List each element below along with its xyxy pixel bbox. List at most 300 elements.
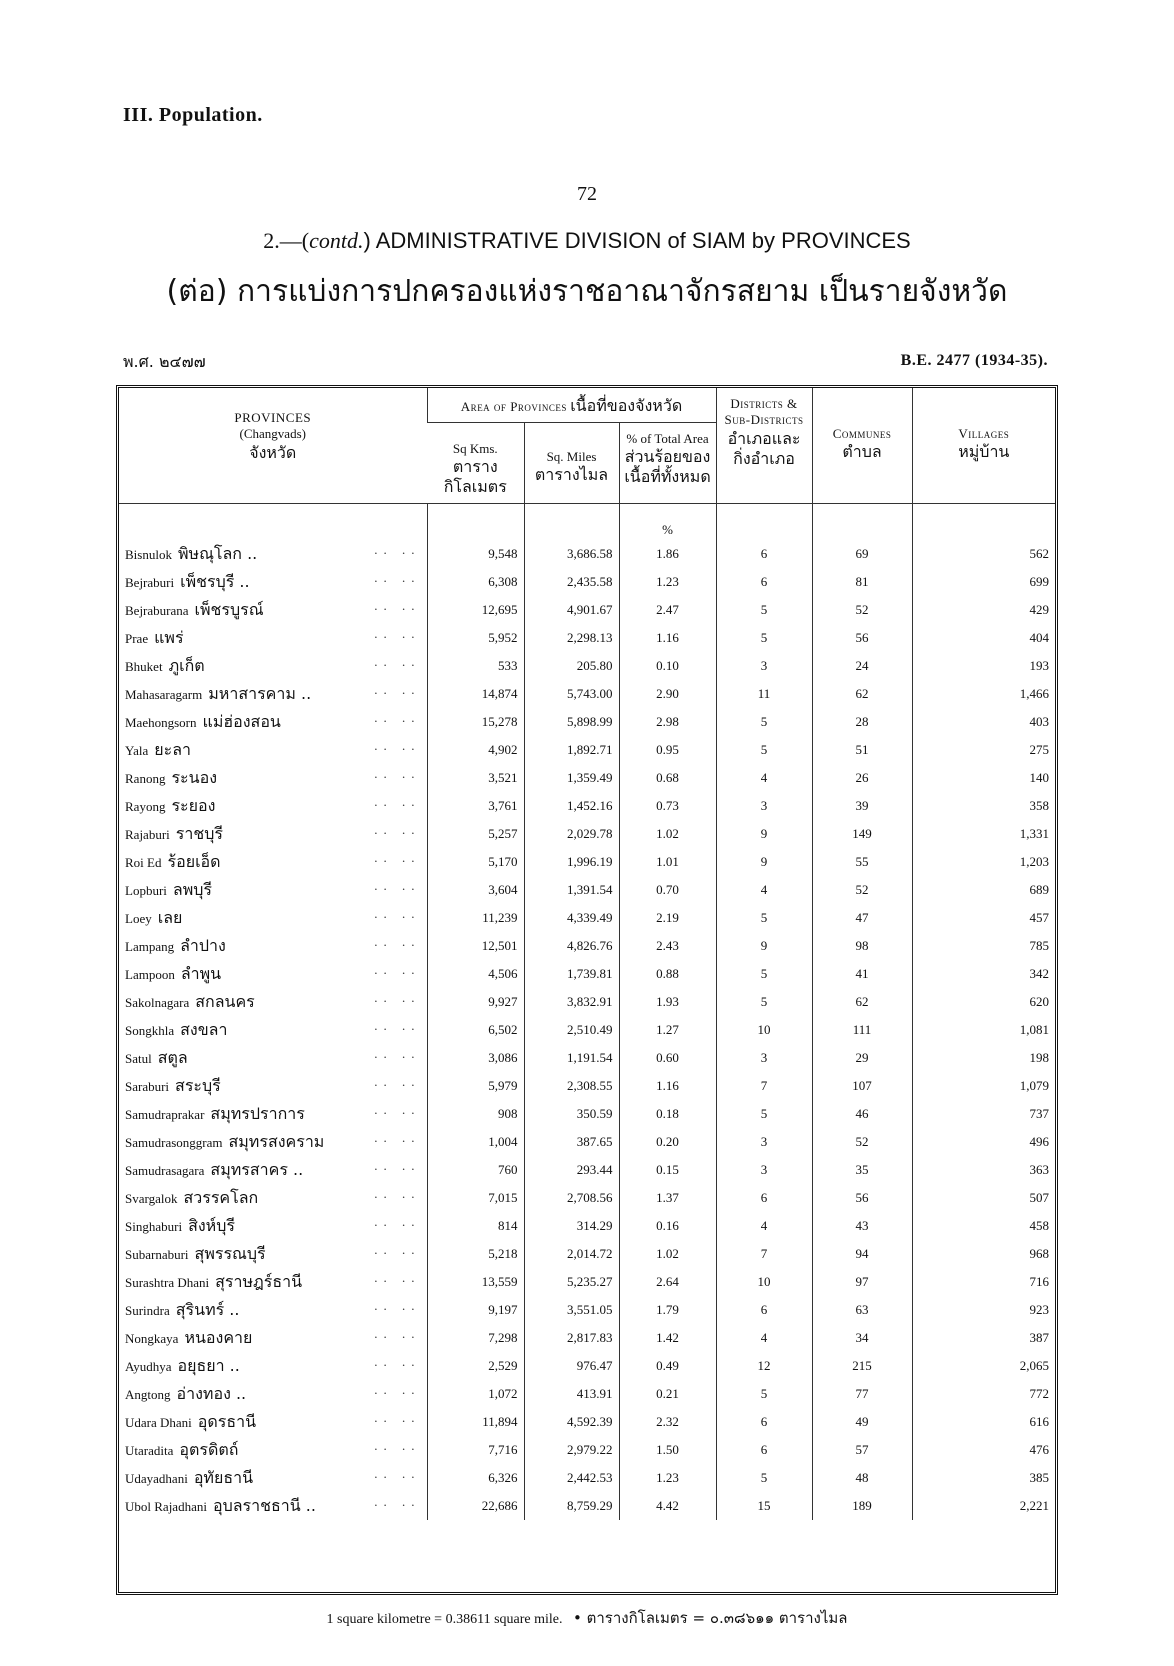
province-name-thai: สุพรรณบุรี (194, 1243, 266, 1263)
pct-area-cell: 0.15 (619, 1156, 716, 1184)
districts-cell: 5 (716, 1464, 812, 1492)
col-pct-area-en: % of Total Area (626, 431, 709, 446)
col-pct-area (619, 423, 716, 504)
leader-dots: .. .. (374, 569, 421, 585)
col-districts (716, 388, 812, 504)
sq-kms-cell: 3,521 (427, 764, 524, 792)
districts-cell: 10 (716, 1016, 812, 1044)
villages-cell: 1,081 (912, 1016, 1055, 1044)
footnote-en: 1 square kilometre = 0.38611 square mile. (326, 1612, 563, 1627)
province-cell (119, 1044, 427, 1072)
districts-cell: 6 (716, 1296, 812, 1324)
province-cell (119, 932, 427, 960)
sq-miles-cell: 2,817.83 (524, 1324, 619, 1352)
table-frame (116, 385, 1058, 1595)
villages-cell: 2,065 (912, 1352, 1055, 1380)
province-name-thai: แพร่ (154, 627, 184, 647)
table-row (119, 1184, 1055, 1212)
col-sq-miles-thai: ตารางไมล (534, 465, 609, 485)
communes-cell: 34 (812, 1324, 912, 1352)
sq-kms-cell: 814 (427, 1212, 524, 1240)
communes-cell: 47 (812, 904, 912, 932)
pct-area-cell: 1.93 (619, 988, 716, 1016)
sq-kms-cell: 760 (427, 1156, 524, 1184)
leader-dots: .. .. (374, 1185, 421, 1201)
villages-cell: 193 (912, 652, 1055, 680)
sq-kms-cell: 3,086 (427, 1044, 524, 1072)
province-cell (119, 680, 427, 708)
province-cell (119, 736, 427, 764)
province-cell (119, 1324, 427, 1352)
province-cell (119, 876, 427, 904)
province-name-thai: เลย (157, 907, 183, 927)
province-name-en: Songkhla (125, 1022, 175, 1038)
villages-cell: 404 (912, 624, 1055, 652)
pct-area-cell: 1.01 (619, 848, 716, 876)
communes-cell: 107 (812, 1072, 912, 1100)
province-name-en: Bisnulok (125, 546, 172, 562)
table-row (119, 932, 1055, 960)
table-row (119, 680, 1055, 708)
province-name-en: Udayadhani (125, 1470, 188, 1486)
communes-cell: 48 (812, 1464, 912, 1492)
sq-kms-cell: 5,257 (427, 820, 524, 848)
sq-miles-cell: 5,898.99 (524, 708, 619, 736)
villages-cell: 968 (912, 1240, 1055, 1268)
villages-cell: 562 (912, 540, 1055, 568)
sq-kms-cell: 9,548 (427, 540, 524, 568)
pct-area-cell: 2.32 (619, 1408, 716, 1436)
districts-cell: 4 (716, 1324, 812, 1352)
province-name-en: Mahasaragarm (125, 686, 203, 702)
col-communes-thai: ตำบล (842, 442, 882, 462)
districts-cell: 5 (716, 960, 812, 988)
communes-cell: 63 (812, 1296, 912, 1324)
districts-cell: 11 (716, 680, 812, 708)
province-name-thai: อุดรธานี (197, 1411, 257, 1431)
pct-area-cell: 2.90 (619, 680, 716, 708)
province-cell (119, 988, 427, 1016)
pct-area-cell: 0.68 (619, 764, 716, 792)
pct-area-cell: 1.23 (619, 1464, 716, 1492)
villages-cell: 363 (912, 1156, 1055, 1184)
pct-area-cell: 0.20 (619, 1128, 716, 1156)
province-name-en: Ubol Rajadhani (125, 1498, 207, 1514)
sq-kms-cell: 5,218 (427, 1240, 524, 1268)
leader-dots: .. .. (374, 1437, 421, 1453)
sq-kms-cell: 7,298 (427, 1324, 524, 1352)
province-name-en: Bejraburi (125, 574, 175, 590)
province-cell (119, 1464, 427, 1492)
province-name-thai: แม่ฮ่องสอน (202, 711, 281, 731)
villages-cell: 385 (912, 1464, 1055, 1492)
villages-cell: 140 (912, 764, 1055, 792)
province-cell (119, 904, 427, 932)
communes-cell: 56 (812, 624, 912, 652)
districts-cell: 3 (716, 792, 812, 820)
province-name-thai: สุรินทร์ .. (175, 1299, 240, 1319)
villages-cell: 458 (912, 1212, 1055, 1240)
province-cell (119, 1436, 427, 1464)
sq-miles-cell: 4,339.49 (524, 904, 619, 932)
province-name-en: Svargalok (125, 1190, 178, 1206)
table-row (119, 1212, 1055, 1240)
villages-cell: 198 (912, 1044, 1055, 1072)
sq-miles-cell: 1,452.16 (524, 792, 619, 820)
districts-cell: 6 (716, 1184, 812, 1212)
pct-area-cell: 2.43 (619, 932, 716, 960)
pct-area-cell: 0.70 (619, 876, 716, 904)
sq-miles-cell: 1,996.19 (524, 848, 619, 876)
sq-miles-cell: 2,979.22 (524, 1436, 619, 1464)
communes-cell: 77 (812, 1380, 912, 1408)
col-provinces-thai: จังหวัด (249, 442, 297, 462)
communes-cell: 43 (812, 1212, 912, 1240)
table-row (119, 848, 1055, 876)
leader-dots: .. .. (374, 681, 421, 697)
leader-dots: .. .. (374, 765, 421, 781)
province-name-thai: สระบุรี (175, 1075, 221, 1095)
sq-miles-cell: 3,832.91 (524, 988, 619, 1016)
leader-dots: .. .. (374, 1381, 421, 1397)
communes-cell: 49 (812, 1408, 912, 1436)
communes-cell: 111 (812, 1016, 912, 1044)
sq-miles-cell: 2,014.72 (524, 1240, 619, 1268)
province-name-en: Loey (125, 910, 152, 926)
villages-cell: 457 (912, 904, 1055, 932)
province-cell (119, 1184, 427, 1212)
pct-area-cell: 0.60 (619, 1044, 716, 1072)
districts-cell: 4 (716, 876, 812, 904)
sq-miles-cell: 4,826.76 (524, 932, 619, 960)
table-row (119, 960, 1055, 988)
col-villages-en: Villages (958, 426, 1010, 441)
province-name-thai: ยะลา (154, 739, 192, 759)
sq-miles-cell: 4,592.39 (524, 1408, 619, 1436)
province-name-thai: สุราษฎร์ธานี (215, 1271, 303, 1291)
table-row (119, 1296, 1055, 1324)
province-name-thai: ระนอง (171, 767, 217, 787)
province-cell (119, 652, 427, 680)
pct-area-cell: 1.42 (619, 1324, 716, 1352)
pct-area-cell: 1.02 (619, 1240, 716, 1268)
province-name-thai: ลำพูน (180, 963, 222, 983)
sq-kms-cell: 12,501 (427, 932, 524, 960)
communes-cell: 35 (812, 1156, 912, 1184)
table-row (119, 736, 1055, 764)
province-name-en: Nongkaya (125, 1330, 179, 1346)
villages-cell: 785 (912, 932, 1055, 960)
communes-cell: 46 (812, 1100, 912, 1128)
communes-cell: 52 (812, 596, 912, 624)
province-name-thai: เพ็ชรบุรี .. (180, 571, 250, 591)
leader-dots: .. .. (374, 1241, 421, 1257)
province-cell (119, 1296, 427, 1324)
leader-dots: .. .. (374, 653, 421, 669)
villages-cell: 1,079 (912, 1072, 1055, 1100)
communes-cell: 56 (812, 1184, 912, 1212)
sq-miles-cell: 2,308.55 (524, 1072, 619, 1100)
col-area-group-en: Area of Provinces (460, 399, 567, 414)
districts-cell: 6 (716, 1408, 812, 1436)
districts-cell: 4 (716, 764, 812, 792)
sq-miles-cell: 205.80 (524, 652, 619, 680)
province-cell (119, 848, 427, 876)
sq-kms-cell: 1,004 (427, 1128, 524, 1156)
leader-dots: .. .. (374, 1157, 421, 1173)
sq-miles-cell: 387.65 (524, 1128, 619, 1156)
col-communes-en: Communes (832, 426, 892, 441)
province-name-thai: อ่างทอง .. (176, 1383, 247, 1403)
province-name-en: Udara Dhani (125, 1414, 192, 1430)
communes-cell: 28 (812, 708, 912, 736)
leader-dots: .. .. (374, 1269, 421, 1285)
villages-cell: 616 (912, 1408, 1055, 1436)
districts-cell: 5 (716, 736, 812, 764)
sq-kms-cell: 5,979 (427, 1072, 524, 1100)
communes-cell: 55 (812, 848, 912, 876)
districts-cell: 9 (716, 848, 812, 876)
province-name-en: Ranong (125, 770, 166, 786)
sq-kms-cell: 5,170 (427, 848, 524, 876)
sq-miles-cell: 1,739.81 (524, 960, 619, 988)
province-name-thai: ร้อยเอ็ด (167, 851, 221, 871)
pct-area-cell: 4.42 (619, 1492, 716, 1520)
table-row (119, 1492, 1055, 1520)
province-name-en: Maehongsorn (125, 714, 197, 730)
districts-cell: 3 (716, 652, 812, 680)
province-cell (119, 1380, 427, 1408)
communes-cell: 24 (812, 652, 912, 680)
province-name-thai: ระยอง (171, 795, 216, 815)
province-name-thai: หนองคาย (184, 1327, 253, 1347)
districts-cell: 3 (716, 1156, 812, 1184)
title-number: 2.—( (263, 228, 310, 253)
communes-cell: 97 (812, 1268, 912, 1296)
pct-area-cell: 1.23 (619, 568, 716, 596)
province-name-thai: สิงห์บุรี (188, 1215, 235, 1235)
table-row (119, 1436, 1055, 1464)
leader-dots: .. .. (374, 849, 421, 865)
table-title-thai: (ต่อ) การแบ่งการปกครองแห่งราชอาณาจักรสยาม เป็นรายจังหวัด (166, 274, 1008, 309)
era-thai: พ.ศ. ๒๔๗๗ (123, 352, 206, 371)
province-name-en: Lampoon (125, 966, 175, 982)
province-cell (119, 624, 427, 652)
province-name-en: Surashtra Dhani (125, 1274, 210, 1290)
leader-dots: .. .. (374, 1129, 421, 1145)
col-sq-kms (427, 423, 524, 504)
villages-cell: 689 (912, 876, 1055, 904)
districts-cell: 6 (716, 568, 812, 596)
sq-miles-cell: 2,435.58 (524, 568, 619, 596)
col-villages (912, 388, 1055, 504)
province-name-thai: สมุทรสาคร .. (210, 1159, 304, 1179)
districts-cell: 5 (716, 904, 812, 932)
province-name-en: Yala (125, 742, 149, 758)
sq-kms-cell: 12,695 (427, 596, 524, 624)
sq-kms-cell: 9,927 (427, 988, 524, 1016)
table-row (119, 1016, 1055, 1044)
sq-miles-cell: 8,759.29 (524, 1492, 619, 1520)
leader-dots: .. .. (374, 1325, 421, 1341)
communes-cell: 52 (812, 1128, 912, 1156)
villages-cell: 507 (912, 1184, 1055, 1212)
villages-cell: 403 (912, 708, 1055, 736)
col-area-group-thai: เนื้อที่ของจังหวัด (570, 396, 683, 415)
province-name-thai: สวรรคโลก (183, 1187, 259, 1207)
era-be: B.E. 2477 (1934-35). (900, 352, 1048, 369)
col-pct-area-thai: ส่วนร้อยของ เนื้อที่ทั้งหมด (624, 447, 711, 487)
communes-cell: 29 (812, 1044, 912, 1072)
villages-cell: 429 (912, 596, 1055, 624)
table-row (119, 876, 1055, 904)
col-communes (812, 388, 912, 504)
pct-area-cell: 2.64 (619, 1268, 716, 1296)
villages-cell: 620 (912, 988, 1055, 1016)
sq-kms-cell: 4,506 (427, 960, 524, 988)
footnote (0, 1606, 1174, 1630)
table-row (119, 652, 1055, 680)
province-name-thai: สมุทรสงคราม (228, 1131, 325, 1151)
province-cell (119, 1100, 427, 1128)
sq-kms-cell: 3,604 (427, 876, 524, 904)
province-name-thai: สกลนคร (195, 991, 255, 1011)
leader-dots: .. .. (374, 541, 421, 557)
table-body (119, 504, 1055, 1521)
leader-dots: .. .. (374, 625, 421, 641)
province-cell (119, 1212, 427, 1240)
sq-kms-cell: 7,015 (427, 1184, 524, 1212)
province-name-thai: ภูเก็ต (168, 655, 205, 675)
province-name-en: Ayudhya (125, 1358, 172, 1374)
sq-miles-cell: 2,442.53 (524, 1464, 619, 1492)
table-row (119, 764, 1055, 792)
province-cell (119, 1268, 427, 1296)
communes-cell: 94 (812, 1240, 912, 1268)
sq-kms-cell: 2,529 (427, 1352, 524, 1380)
pct-area-cell: 0.95 (619, 736, 716, 764)
pct-area-cell: 0.88 (619, 960, 716, 988)
communes-cell: 149 (812, 820, 912, 848)
sq-miles-cell: 5,235.27 (524, 1268, 619, 1296)
leader-dots: .. .. (374, 877, 421, 893)
villages-cell: 923 (912, 1296, 1055, 1324)
province-cell (119, 1352, 427, 1380)
sq-kms-cell: 6,308 (427, 568, 524, 596)
col-sq-kms-en: Sq Kms. (452, 441, 498, 456)
table-row (119, 1324, 1055, 1352)
districts-cell: 12 (716, 1352, 812, 1380)
province-name-en: Bhuket (125, 658, 163, 674)
sq-miles-cell: 1,391.54 (524, 876, 619, 904)
sq-miles-cell: 5,743.00 (524, 680, 619, 708)
province-name-en: Samudraprakar (125, 1106, 205, 1122)
villages-cell: 716 (912, 1268, 1055, 1296)
sq-miles-cell: 1,191.54 (524, 1044, 619, 1072)
sq-miles-cell: 350.59 (524, 1100, 619, 1128)
col-districts-thai: อำเภอและ กิ่งอำเภอ (727, 428, 801, 468)
pct-area-cell: 0.49 (619, 1352, 716, 1380)
leader-dots: .. .. (374, 933, 421, 949)
table-row (119, 1268, 1055, 1296)
sq-miles-cell: 413.91 (524, 1380, 619, 1408)
pct-area-cell: 0.16 (619, 1212, 716, 1240)
districts-cell: 4 (716, 1212, 812, 1240)
col-provinces-en: PROVINCES (234, 410, 312, 425)
province-cell (119, 1492, 427, 1520)
province-name-thai: สมุทรปราการ (210, 1103, 305, 1123)
footnote-thai: • ตารางกิโลเมตร = ๐.๓๘๖๑๑ ตารางไมล (572, 1609, 848, 1627)
leader-dots: .. .. (374, 1409, 421, 1425)
sq-kms-cell: 11,894 (427, 1408, 524, 1436)
districts-cell: 6 (716, 540, 812, 568)
sq-kms-cell: 533 (427, 652, 524, 680)
districts-cell: 15 (716, 1492, 812, 1520)
leader-dots: .. .. (374, 597, 421, 613)
province-name-en: Rayong (125, 798, 166, 814)
villages-cell: 699 (912, 568, 1055, 596)
sq-miles-cell: 2,708.56 (524, 1184, 619, 1212)
districts-cell: 5 (716, 1380, 812, 1408)
districts-cell: 7 (716, 1072, 812, 1100)
pct-area-cell: 0.73 (619, 792, 716, 820)
section-heading: III. Population. (123, 104, 263, 126)
leader-dots: .. .. (374, 821, 421, 837)
table-row (119, 624, 1055, 652)
sq-kms-cell: 5,952 (427, 624, 524, 652)
sq-kms-cell: 9,197 (427, 1296, 524, 1324)
sq-kms-cell: 908 (427, 1100, 524, 1128)
province-name-thai: พิษณุโลก .. (177, 543, 258, 563)
sq-kms-cell: 13,559 (427, 1268, 524, 1296)
villages-cell: 342 (912, 960, 1055, 988)
sq-miles-cell: 2,029.78 (524, 820, 619, 848)
province-name-en: Sakolnagara (125, 994, 190, 1010)
province-name-thai: อยุธยา .. (177, 1355, 240, 1375)
province-name-en: Surindra (125, 1302, 170, 1318)
pct-area-cell: 1.79 (619, 1296, 716, 1324)
communes-cell: 215 (812, 1352, 912, 1380)
leader-dots: .. .. (374, 1101, 421, 1117)
province-name-en: Bejraburana (125, 602, 189, 618)
province-cell (119, 1240, 427, 1268)
districts-cell: 9 (716, 932, 812, 960)
pct-area-cell: 2.47 (619, 596, 716, 624)
province-cell (119, 596, 427, 624)
districts-cell: 5 (716, 1100, 812, 1128)
communes-cell: 62 (812, 680, 912, 708)
province-name-en: Satul (125, 1050, 152, 1066)
districts-cell: 5 (716, 708, 812, 736)
districts-cell: 5 (716, 596, 812, 624)
communes-cell: 26 (812, 764, 912, 792)
province-cell (119, 1128, 427, 1156)
table-row (119, 596, 1055, 624)
communes-cell: 57 (812, 1436, 912, 1464)
pct-area-cell: 0.21 (619, 1380, 716, 1408)
province-name-thai: สตูล (157, 1047, 188, 1067)
province-name-en: Singhaburi (125, 1218, 183, 1234)
districts-cell: 5 (716, 988, 812, 1016)
province-cell (119, 1408, 427, 1436)
province-name-thai: ลพบุรี (172, 879, 212, 899)
districts-cell: 5 (716, 624, 812, 652)
leader-dots: .. .. (374, 1073, 421, 1089)
province-table (119, 388, 1055, 1520)
page-number: 72 (577, 183, 597, 205)
province-name-thai: อุทัยธานี (193, 1467, 254, 1487)
villages-cell: 476 (912, 1436, 1055, 1464)
